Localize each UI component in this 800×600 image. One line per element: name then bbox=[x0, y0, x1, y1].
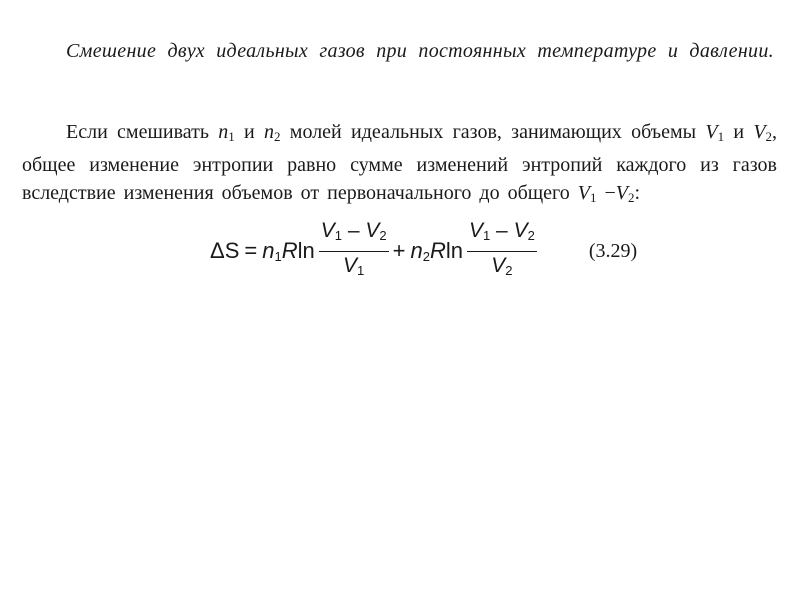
eq-n2: $n_2$ bbox=[410, 238, 430, 264]
eq-fraction-1-denominator: $V_1$ bbox=[343, 254, 365, 278]
equation-3-29 bbox=[210, 220, 640, 290]
equation-number: (3.29) bbox=[588, 239, 638, 262]
paragraph-text-3: , общее изменение энтропии равно сумме изменений энтропий каждого из газов вследствие изменения объемов от первоначального до общего bbox=[22, 121, 778, 204]
body-paragraph bbox=[22, 118, 777, 212]
var-n1: $n_1$ bbox=[218, 121, 235, 144]
eq-fraction-2-denominator: $V_2$ bbox=[491, 254, 513, 278]
eq-R2: R bbox=[429, 238, 446, 263]
var-V2: $V_2$ bbox=[753, 121, 773, 144]
var-n2: $n_2$ bbox=[264, 121, 281, 144]
eq-fraction-2 bbox=[467, 218, 537, 284]
paragraph-and-1: и bbox=[244, 121, 255, 143]
eq-equals: = bbox=[244, 238, 258, 263]
equation-row bbox=[210, 220, 637, 282]
paragraph-minus: − bbox=[596, 182, 616, 204]
eq-n1: $n_1$ bbox=[262, 238, 282, 264]
var-V1: $V_1$ bbox=[705, 121, 725, 144]
eq-ln1: ln bbox=[297, 238, 315, 263]
paragraph-and-2: и bbox=[733, 121, 745, 143]
eq-plus: + bbox=[392, 238, 406, 263]
eq-fraction-1-numerator: $V_1 - V_2$ bbox=[319, 218, 389, 252]
eq-fraction-1 bbox=[319, 218, 389, 284]
eq-R1: R bbox=[281, 238, 298, 263]
paragraph-text-2: молей идеальных газов, занимающих объемы bbox=[289, 121, 697, 143]
var-total-V1: $V_1$ bbox=[577, 182, 597, 205]
eq-ln2: ln bbox=[445, 238, 463, 263]
eq-fraction-2-numerator: $V_1 - V_2$ bbox=[467, 218, 537, 252]
paragraph-text-1: Если смешивать bbox=[66, 121, 209, 143]
eq-lhs: ΔS bbox=[210, 238, 240, 263]
var-total-V2: $V_2$ bbox=[615, 182, 635, 205]
paragraph-end: : bbox=[634, 182, 641, 204]
section-heading: Смешение двух идеальных газов при постоянных температуре и давлении. bbox=[66, 40, 774, 62]
